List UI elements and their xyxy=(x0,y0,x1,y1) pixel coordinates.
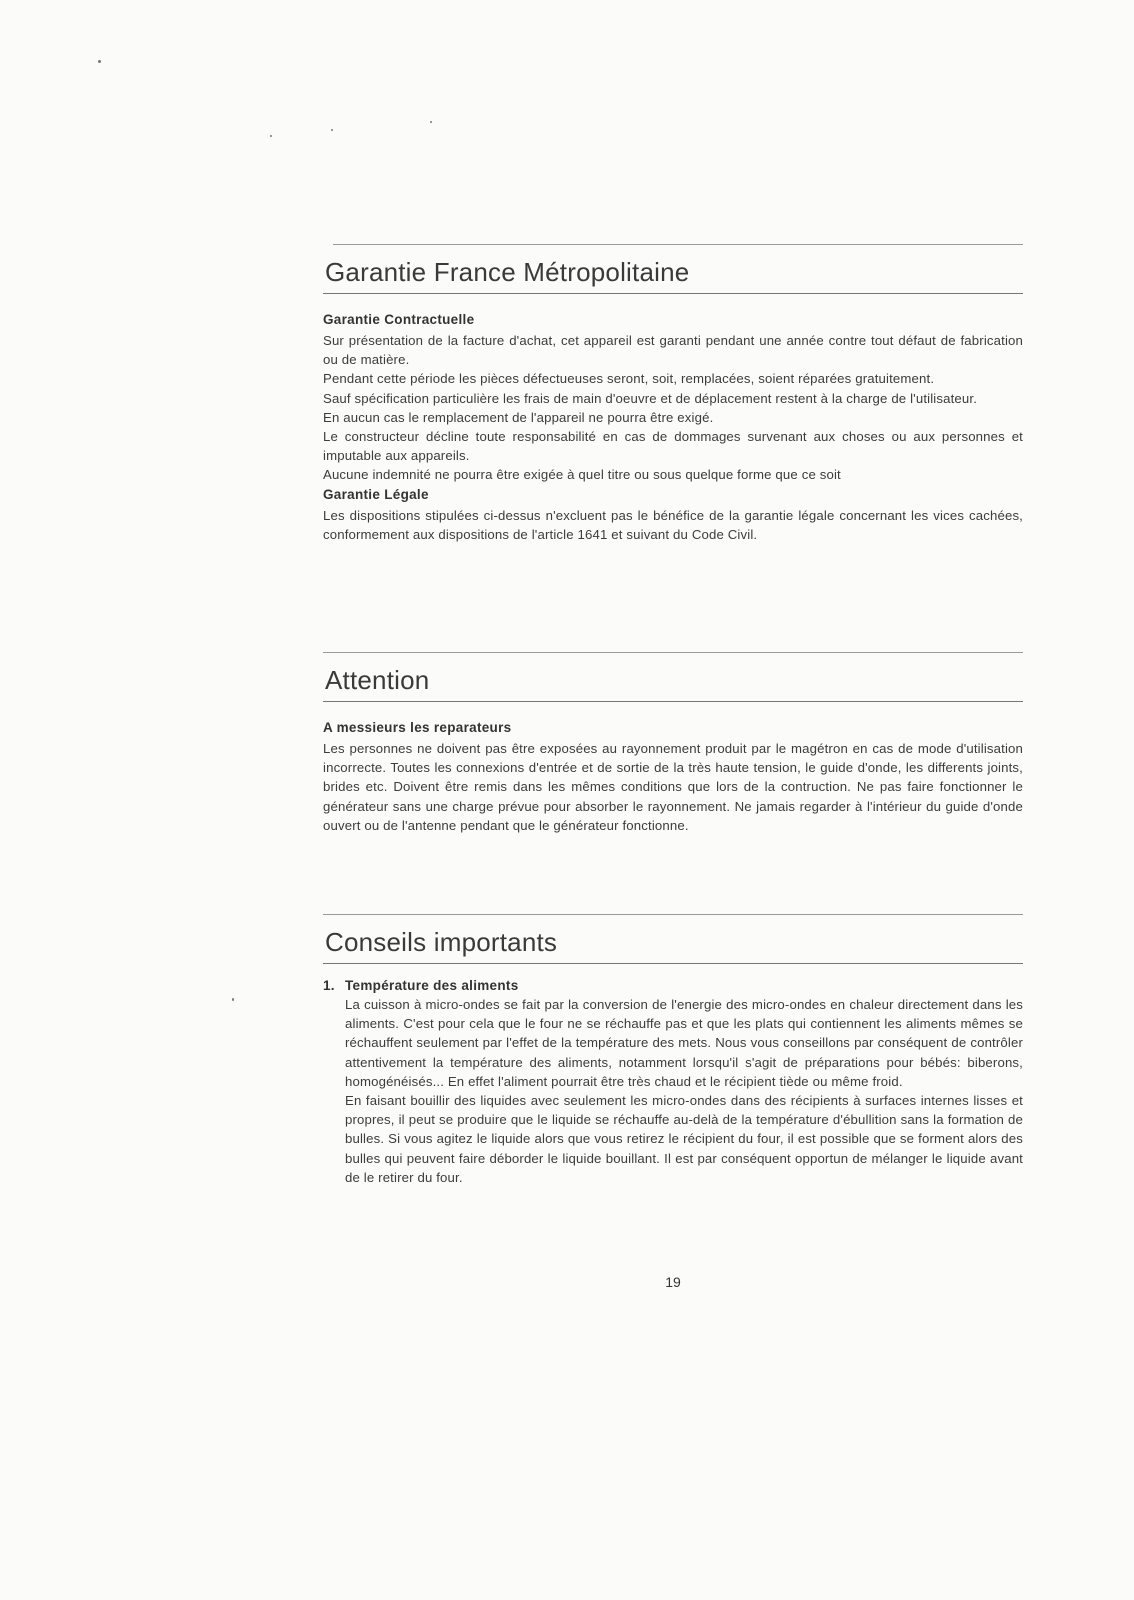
subheading: Garantie Légale xyxy=(323,486,429,502)
scan-speck xyxy=(270,135,272,137)
section-title: Conseils importants xyxy=(325,927,558,957)
paragraph: Sauf spécification particulière les frais de main d'oeuvre et de déplacement restent à la charge de l'utilisateur. xyxy=(323,390,978,406)
paragraph: En aucun cas le remplacement de l'appareil ne pourra être exigé. xyxy=(323,409,714,425)
top-rule xyxy=(323,914,1023,915)
paragraph: Les personnes ne doivent pas être exposées au rayonnement produit par le magétron en cas de mode d'utilisation incorrecte. Toutes les connexions d'entrée et de sortie de la très haute tension, le guide d'onde, les differents joints, brides etc. Doivent être remis dans les mêmes conditions que lors de la contruction. Ne pas faire fonctionner le générateur sans une charge prévue pour absorber le rayonnement. Ne jamais regarder à l'intérieur du guide d'onde ouvert ou de l'antenne pendant que le générateur fonctionne. xyxy=(323,741,1023,833)
scan-speck xyxy=(430,121,432,123)
list-item xyxy=(323,976,1023,1187)
top-rule xyxy=(333,244,1023,245)
title-underline xyxy=(323,701,1023,702)
paragraph: Aucune indemnité ne pourra être exigée à quel titre ou sous quelque forme que ce soit xyxy=(323,467,841,483)
section-conseils xyxy=(323,914,1023,1187)
section-title: Attention xyxy=(325,665,430,695)
section-garantie xyxy=(323,244,1023,624)
paragraph: En faisant bouillir des liquides avec seulement les micro-ondes dans des récipients à surfaces internes lisses et propres, il peut se produire que le liquide se réchauffe au-delà de la température d'ébullition sans la formation de bulles. Si vous agitez le liquide alors que vous retirez le récipient du four, il est possible que se forment alors des bulles qui peuvent faire déborder le liquide bouillant. Il est par conséquent opportun de mélanger le liquide avant de le retirer du four. xyxy=(345,1093,1023,1185)
manual-page xyxy=(323,244,1023,1290)
section-attention xyxy=(323,652,1023,882)
scan-speck xyxy=(331,129,333,131)
title-underline xyxy=(323,293,1023,294)
paragraph: Les dispositions stipulées ci-dessus n'excluent pas le bénéfice de la garantie légale concernant les vices cachées, conformement aux dispositions de l'article 1641 et suivant du Code Civil. xyxy=(323,507,1023,542)
subheading: Garantie Contractuelle xyxy=(323,312,475,327)
list-item-title: Température des aliments xyxy=(345,978,519,993)
paragraph: La cuisson à micro-ondes se fait par la conversion de l'energie des micro-ondes en chaleur directement dans les aliments. C'est pour cela que le four ne se réchauffe pas et que les plats qui contiennent les aliments mêmes se réchauffent seulement par l'effet de la température des mets. Nous vous conseillons par conséquent de contrôler attentivement la température des aliments, notamment lorsqu'il s'agit de préparations pour bébés: biberons, homogénéisés... En effet l'aliment pourrait être très chaud et le récipient tiède ou même froid. xyxy=(345,997,1023,1089)
top-rule xyxy=(323,652,1023,653)
paragraph: Sur présentation de la facture d'achat, cet appareil est garanti pendant une année contre tout défaut de fabrication ou de matière. xyxy=(323,333,1023,368)
page-number: 19 xyxy=(665,1274,681,1290)
scan-speck xyxy=(98,60,101,63)
paragraph: Le constructeur décline toute responsabilité en cas de dommages survenant aux choses ou aux personnes et imputable aux appareils. xyxy=(323,429,1023,464)
paragraph: Pendant cette période les pièces défectueuses seront, soit, remplacées, soient réparées gratuitement. xyxy=(323,371,935,387)
scan-speck xyxy=(232,998,234,1001)
list-item-body xyxy=(323,995,1023,1187)
list-item-heading xyxy=(323,976,1023,995)
title-underline xyxy=(323,963,1023,964)
section-title: Garantie France Métropolitaine xyxy=(325,257,690,287)
subheading: A messieurs les reparateurs xyxy=(323,720,512,735)
list-item-number: 1. xyxy=(323,978,335,993)
